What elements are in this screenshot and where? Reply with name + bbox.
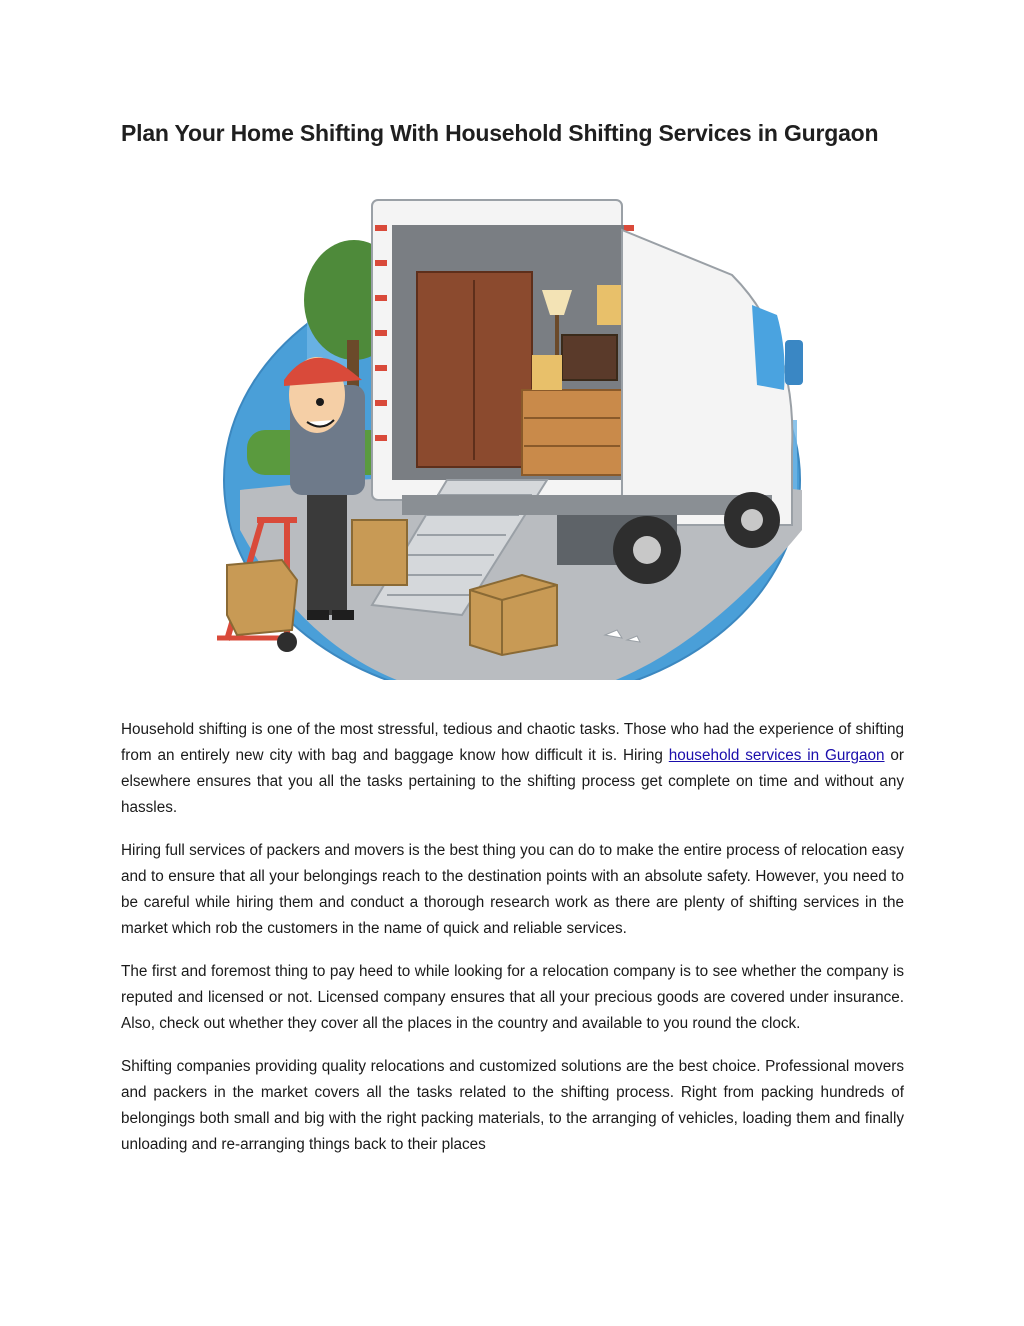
box-ground [470,575,557,655]
household-services-link[interactable]: household services in Gurgaon [668,747,885,764]
tv [562,335,617,380]
dresser [522,390,622,475]
article-body [121,717,904,1175]
truck-window [752,305,785,390]
page-title: Plan Your Home Shifting With Household Shifting Services in Gurgaon [121,120,879,146]
paragraph-2: Hiring full services of packers and movers is the best thing you can do to make the entire process of relocation easy and to ensure that all your belongings reach to the destination points with an absolute safety. However, you need to be careful while hiring them and conduct a thorough research work as there are plenty of shifting services in the market which rob the customers in the name of quick and reliable services. [121,842,904,937]
paragraph-1: Household shifting is one of the most stressful, tedious and chaotic tasks. Those who had the experience of shifting from an entirely new city with bag and baggage know how difficult it is. Hiring household services in Gurgaon or elsewhere ensures that you all the tasks pertaining to the shifting process get complete on time and without any hassles. [121,721,905,816]
hand-truck [217,520,297,652]
moving-truck-illustration [212,190,822,680]
paragraph-4: Shifting companies providing quality relocations and customized solutions are the best choice. Professional movers and packers in the market covers all the tasks related to the shifting process. Right from packing hundreds of belongings both small and big with the right packing materials, to the arranging of vehicles, loading them and finally unloading and re-arranging things back to their places [121,1058,904,1153]
paragraph-3: The first and foremost thing to pay heed to while looking for a relocation company is to see whether the company is reputed and licensed or not. Licensed company ensures that all your precious goods are covered under insurance. Also, check out whether they cover all the places in the country and available to you round the clock. [121,963,904,1032]
